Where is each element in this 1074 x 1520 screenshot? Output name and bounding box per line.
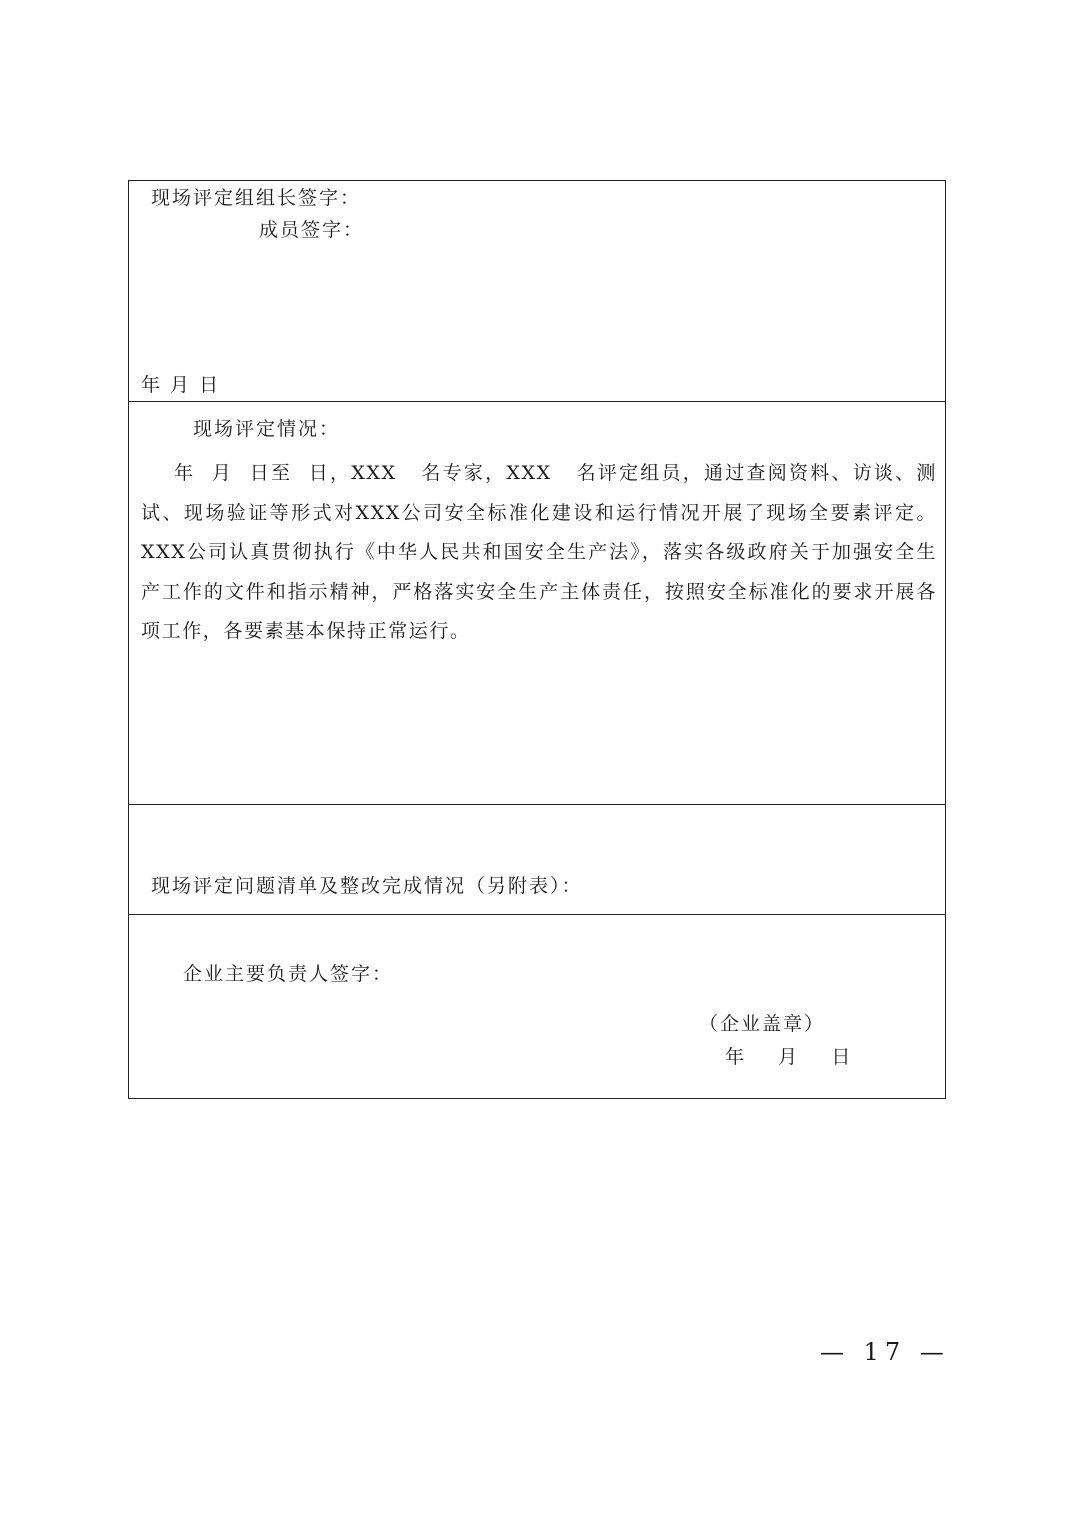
signature-date: 年 月 日 xyxy=(141,374,221,396)
enterprise-seal: （企业盖章） xyxy=(699,1013,826,1035)
evaluation-paragraph: 年 月 日至 日，XXX 名专家，XXX 名评定组员，通过查阅资料、访谈、测试、现场验证等形式对XXX公司安全标准化建设和运行情况开展了现场全要素评定。XXX公司认真贯彻执行《中华人民共和国安全生产法》，落实各级政府关于加强安全生产工作的文件和指示精神，严格落实安全生产主体责任，按照安全标准化的要求开展各项工作，各要素基本保持正常运行。 xyxy=(141,462,938,642)
page-number: — 17 — xyxy=(820,1338,950,1366)
members-signature-label: 成员签字： xyxy=(259,219,365,241)
enterprise-leader-signature-label: 企业主要负责人签字： xyxy=(183,963,394,985)
evaluation-section xyxy=(129,402,945,805)
enterprise-section xyxy=(129,915,945,1098)
evaluation-heading: 现场评定情况： xyxy=(193,418,341,440)
enterprise-date: 年 月 日 xyxy=(725,1046,853,1068)
signature-section xyxy=(129,181,945,402)
issues-section xyxy=(129,805,945,915)
team-leader-signature-label: 现场评定组组长签字： xyxy=(151,187,362,209)
evaluation-form-table xyxy=(128,180,946,1099)
issues-list-label: 现场评定问题清单及整改完成情况（另附表）： xyxy=(151,875,583,897)
